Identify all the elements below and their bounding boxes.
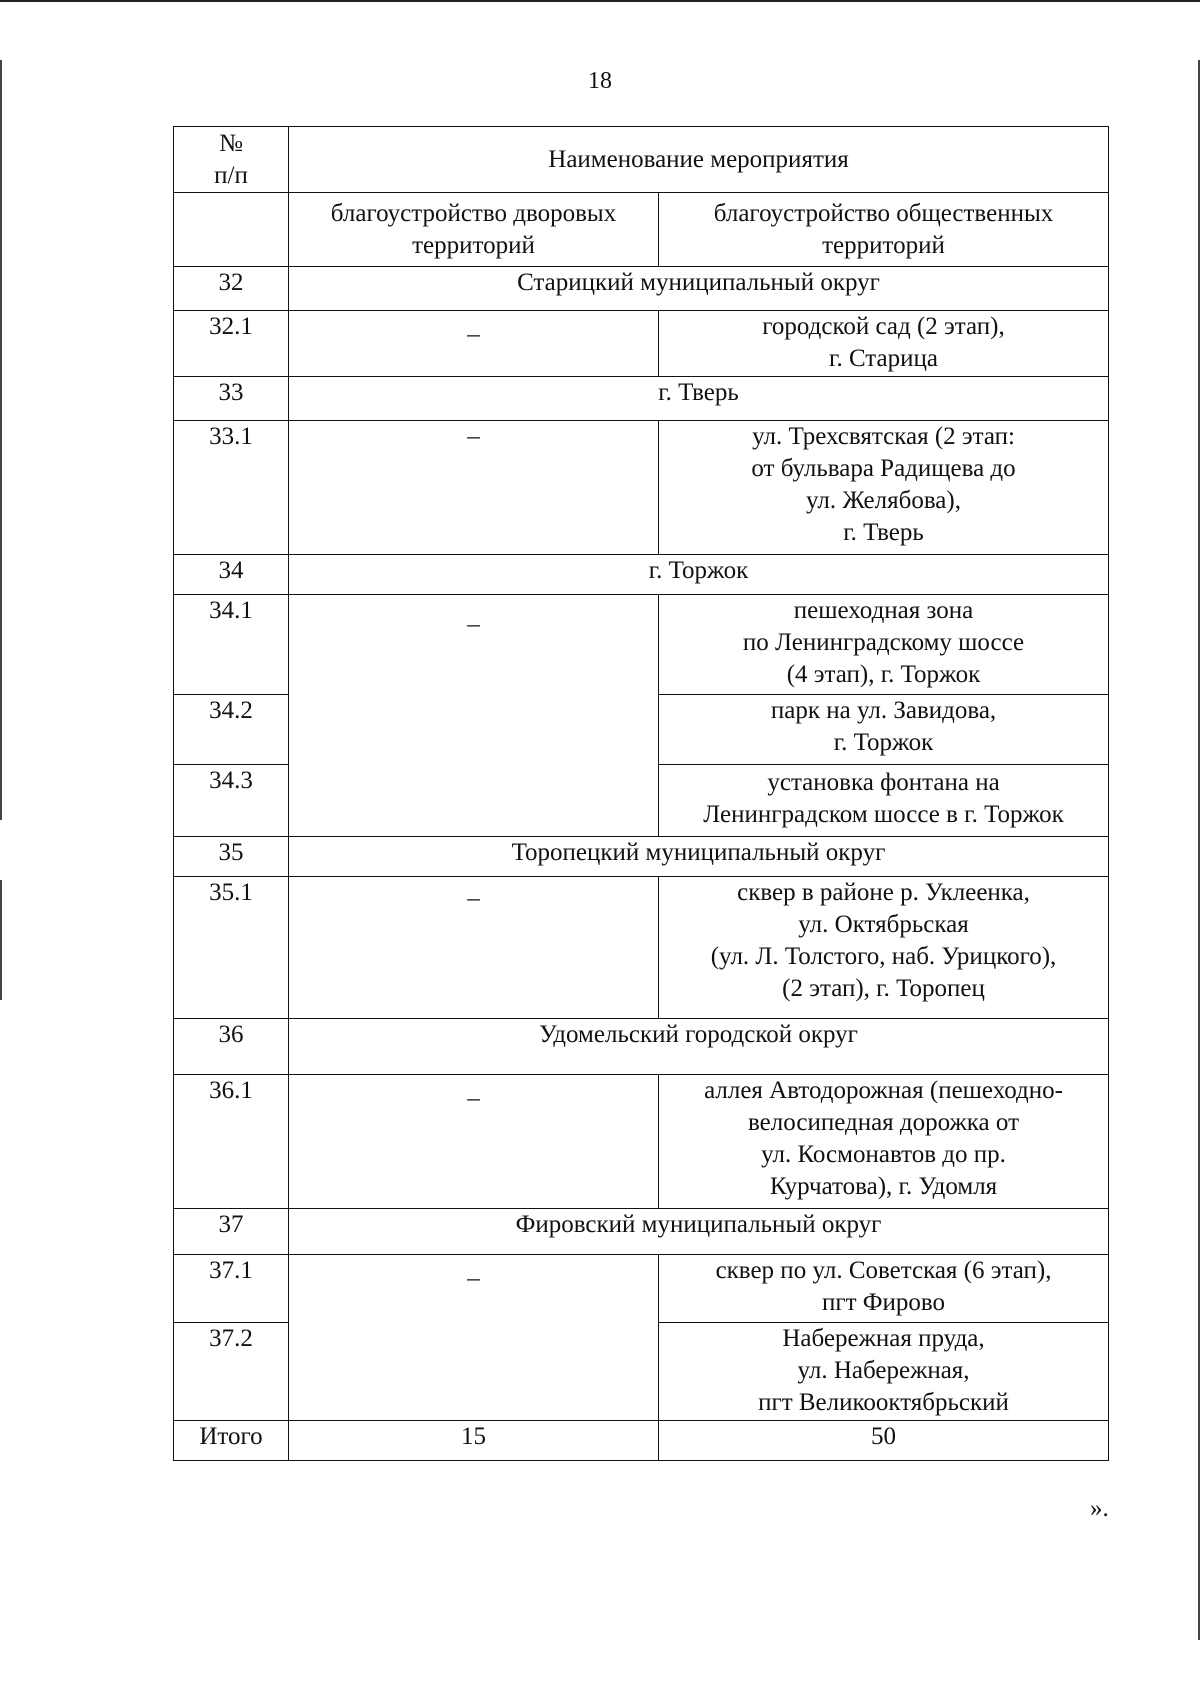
- table-row: [174, 877, 1109, 1019]
- row-number: 33.1: [174, 421, 289, 555]
- section-row: [174, 267, 1109, 311]
- public-cell: Набережная пруда, ул. Набережная, пгт Великооктябрьский: [659, 1323, 1109, 1421]
- yard-cell: –: [289, 1255, 659, 1421]
- yard-cell: –: [289, 877, 659, 1019]
- section-row: [174, 837, 1109, 877]
- section-row: [174, 1019, 1109, 1075]
- yard-cell: –: [289, 1075, 659, 1209]
- public-cell: городской сад (2 этап), г. Старица: [659, 311, 1109, 377]
- section-title: г. Тверь: [289, 377, 1109, 421]
- row-number: 35.1: [174, 877, 289, 1019]
- yard-cell: –: [289, 311, 659, 377]
- table-row: [174, 421, 1109, 555]
- table-row: [174, 311, 1109, 377]
- section-title: Фировский муниципальный округ: [289, 1209, 1109, 1255]
- subheader-empty-cell: [174, 193, 289, 267]
- table-row: [174, 1255, 1109, 1323]
- row-number: 36.1: [174, 1075, 289, 1209]
- row-number: 36: [174, 1019, 289, 1075]
- row-number: 34.3: [174, 765, 289, 837]
- total-row: [174, 1421, 1109, 1461]
- header-title-cell: Наименование мероприятия: [289, 127, 1109, 193]
- header-yard-cell: благоустройство дворовых территорий: [289, 193, 659, 267]
- total-public: 50: [659, 1421, 1109, 1461]
- yard-cell: –: [289, 595, 659, 837]
- section-row: [174, 1209, 1109, 1255]
- row-number: 34: [174, 555, 289, 595]
- public-cell: парк на ул. Завидова, г. Торжок: [659, 695, 1109, 765]
- row-number: 33: [174, 377, 289, 421]
- measures-table: [173, 126, 1109, 1461]
- section-row: [174, 555, 1109, 595]
- row-number: 37: [174, 1209, 289, 1255]
- public-cell: пешеходная зона по Ленинградскому шоссе (4 этап), г. Торжок: [659, 595, 1109, 695]
- page-number: 18: [588, 68, 612, 94]
- row-number: 32.1: [174, 311, 289, 377]
- public-cell: аллея Автодорожная (пешеходно- велосипедная дорожка от ул. Космонавтов до пр. Курчатова), г. Удомля: [659, 1075, 1109, 1209]
- table-row: [174, 1075, 1109, 1209]
- table-row: [174, 595, 1109, 695]
- public-cell: ул. Трехсвятская (2 этап: от бульвара Радищева до ул. Желябова), г. Тверь: [659, 421, 1109, 555]
- section-title: Удомельский городской округ: [289, 1019, 1109, 1075]
- scan-edge-left-lower: [0, 880, 2, 1000]
- scan-edge-left: [0, 60, 2, 820]
- public-cell: установка фонтана на Ленинградском шоссе в г. Торжок: [659, 765, 1109, 837]
- closing-quote: ».: [1090, 1495, 1109, 1522]
- section-title: г. Торжок: [289, 555, 1109, 595]
- public-cell: сквер по ул. Советская (6 этап), пгт Фирово: [659, 1255, 1109, 1323]
- section-title: Торопецкий муниципальный округ: [289, 837, 1109, 877]
- header-public-cell: благоустройство общественных территорий: [659, 193, 1109, 267]
- section-title: Старицкий муниципальный округ: [289, 267, 1109, 311]
- row-number: 32: [174, 267, 289, 311]
- table-subheader-row: [174, 193, 1109, 267]
- row-number: 35: [174, 837, 289, 877]
- total-label: Итого: [174, 1421, 289, 1461]
- header-num-cell: № п/п: [174, 127, 289, 193]
- yard-cell: –: [289, 421, 659, 555]
- table-header-row: [174, 127, 1109, 193]
- row-number: 37.1: [174, 1255, 289, 1323]
- row-number: 34.2: [174, 695, 289, 765]
- row-number: 37.2: [174, 1323, 289, 1421]
- total-yard: 15: [289, 1421, 659, 1461]
- public-cell: сквер в районе р. Уклеенка, ул. Октябрьская (ул. Л. Толстого, наб. Урицкого), (2 этап), г. Торопец: [659, 877, 1109, 1019]
- row-number: 34.1: [174, 595, 289, 695]
- section-row: [174, 377, 1109, 421]
- scan-edge-top: [0, 0, 1200, 2]
